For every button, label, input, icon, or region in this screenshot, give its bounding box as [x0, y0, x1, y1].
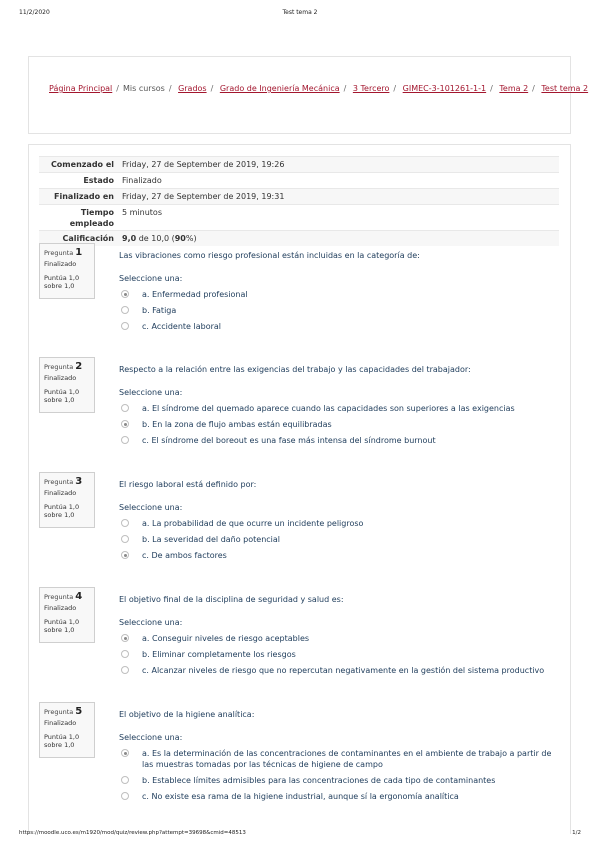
answer-option[interactable]: b. Establece límites admisibles para las concentraciones de cada tipo de contaminantes [121, 775, 561, 786]
summary-label: Calificación [62, 234, 114, 243]
question-number: Pregunta 3 [44, 476, 83, 487]
radio-button[interactable] [121, 792, 129, 800]
answer-list [121, 748, 561, 802]
question-state: Finalizado [44, 719, 77, 727]
summary-row [39, 188, 559, 204]
summary-label: Finalizado en [54, 192, 114, 201]
answer-option[interactable]: a. Enfermedad profesional [121, 289, 561, 300]
summary-label: Tiempo empleado [69, 208, 114, 228]
answer-option[interactable]: c. Accidente laboral [121, 321, 561, 332]
breadcrumb-year[interactable]: 3 Tercero [352, 84, 390, 93]
print-title: Test tema 2 [282, 9, 318, 16]
grade-percent: 90 [174, 234, 186, 243]
question-text: Las vibraciones como riesgo profesional están incluidas en la categoría de: [119, 251, 420, 260]
answer-option[interactable]: c. De ambos factores [121, 550, 561, 561]
question-state: Finalizado [44, 489, 77, 497]
breadcrumb [49, 84, 588, 93]
radio-button-checked[interactable] [121, 551, 129, 559]
question-state: Finalizado [44, 604, 77, 612]
select-one-prompt: Seleccione una: [119, 503, 183, 512]
answer-option[interactable]: b. Fatiga [121, 305, 561, 316]
print-url: https://moodle.uco.es/m1920/mod/quiz/review.php?attempt=39698&cmid=48513 [19, 830, 246, 836]
attempt-summary-table [39, 156, 559, 246]
grade-close: %) [185, 234, 197, 243]
question-text: El objetivo de la higiene analítica: [119, 710, 255, 719]
breadcrumb-degree[interactable]: Grado de Ingeniería Mecánica [219, 84, 340, 93]
radio-button-checked[interactable] [121, 290, 129, 298]
question-info [39, 587, 95, 643]
question-grade: Puntúa 1,0 sobre 1,0 [44, 388, 80, 404]
select-one-prompt: Seleccione una: [119, 274, 183, 283]
answer-list [121, 403, 561, 446]
radio-button[interactable] [121, 650, 129, 658]
question-text: Respecto a la relación entre las exigencias del trabajo y las capacidades del trabajador: [119, 365, 471, 374]
summary-row [39, 172, 559, 188]
answer-option[interactable]: a. Es la determinación de las concentraciones de contaminantes en el ambiente de trabajo a partir de las muestras tomadas por las técnicas de higiene de campo [121, 748, 561, 770]
radio-button-checked[interactable] [121, 420, 129, 428]
answer-option[interactable]: c. Alcanzar niveles de riesgo que no repercutan negativamente en la gestión del sistema productivo [121, 665, 561, 676]
breadcrumb-course[interactable]: GIMEC-3-101261-1-1 [402, 84, 487, 93]
question-number: Pregunta 4 [44, 591, 83, 602]
breadcrumb-panel [28, 56, 589, 134]
print-page-number: 1/2 [572, 830, 581, 836]
summary-value: Friday, 27 de September de 2019, 19:26 [122, 160, 285, 169]
question-number: Pregunta 2 [44, 361, 83, 372]
question-info [39, 702, 95, 758]
radio-button[interactable] [121, 776, 129, 784]
breadcrumb-separator: / [490, 84, 493, 93]
answer-option[interactable]: b. En la zona de flujo ambas están equilibradas [121, 419, 561, 430]
summary-value: 5 minutos [122, 208, 162, 217]
answer-list [121, 633, 561, 676]
breadcrumb-separator: / [532, 84, 535, 93]
summary-grade [118, 231, 559, 246]
summary-row [39, 230, 559, 246]
summary-label: Comenzado el [50, 160, 114, 169]
question-grade: Puntúa 1,0 sobre 1,0 [44, 618, 80, 634]
answer-list [121, 289, 561, 332]
question-info [39, 243, 95, 299]
radio-button[interactable] [121, 436, 129, 444]
summary-row [39, 204, 559, 230]
summary-label: Estado [83, 176, 114, 185]
summary-row [39, 156, 559, 172]
radio-button-checked[interactable] [121, 634, 129, 642]
select-one-prompt: Seleccione una: [119, 618, 183, 627]
answer-option[interactable]: b. La severidad del daño potencial [121, 534, 561, 545]
summary-value: Finalizado [122, 176, 162, 185]
print-header [0, 9, 600, 19]
radio-button[interactable] [121, 519, 129, 527]
breadcrumb-quiz[interactable]: Test tema 2 [541, 84, 589, 93]
answer-option[interactable]: c. No existe esa rama de la higiene industrial, aunque sí la ergonomía analítica [121, 791, 561, 802]
quiz-review-panel [28, 144, 571, 834]
summary-value: Friday, 27 de September de 2019, 19:31 [122, 192, 285, 201]
radio-button[interactable] [121, 535, 129, 543]
breadcrumb-grados[interactable]: Grados [178, 84, 207, 93]
grade-max: de 10,0 ( [136, 234, 175, 243]
answer-option[interactable]: a. La probabilidad de que ocurre un incidente peligroso [121, 518, 561, 529]
answer-option[interactable]: c. El síndrome del boreout es una fase más intensa del síndrome burnout [121, 435, 561, 446]
question-info [39, 357, 95, 413]
breadcrumb-separator: / [393, 84, 397, 93]
grade-score: 9,0 [122, 234, 137, 243]
radio-button[interactable] [121, 306, 129, 314]
question-number: Pregunta 5 [44, 706, 83, 717]
breadcrumb-separator: / [116, 84, 119, 93]
print-footer [0, 830, 600, 840]
question-number: Pregunta 1 [44, 247, 83, 258]
radio-button[interactable] [121, 404, 129, 412]
question-state: Finalizado [44, 260, 77, 268]
question-text: El objetivo final de la disciplina de seguridad y salud es: [119, 595, 344, 604]
answer-option[interactable]: a. Conseguir niveles de riesgo aceptables [121, 633, 561, 644]
print-date: 11/2/2020 [19, 9, 50, 16]
radio-button[interactable] [121, 322, 129, 330]
answer-option[interactable]: a. El síndrome del quemado aparece cuando las capacidades son superiores a las exigencias [121, 403, 561, 414]
breadcrumb-separator: / [343, 84, 347, 93]
breadcrumb-home[interactable]: Página Principal [49, 84, 113, 93]
radio-button-checked[interactable] [121, 749, 129, 757]
breadcrumb-topic[interactable]: Tema 2 [499, 84, 529, 93]
question-state: Finalizado [44, 374, 77, 382]
question-grade: Puntúa 1,0 sobre 1,0 [44, 274, 80, 290]
question-info [39, 472, 95, 528]
question-text: El riesgo laboral está definido por: [119, 480, 257, 489]
breadcrumb-separator: / [168, 84, 172, 93]
answer-list [121, 518, 561, 561]
answer-option[interactable]: b. Eliminar completamente los riesgos [121, 649, 561, 660]
select-one-prompt: Seleccione una: [119, 388, 183, 397]
breadcrumb-separator: / [210, 84, 214, 93]
question-grade: Puntúa 1,0 sobre 1,0 [44, 733, 80, 749]
radio-button[interactable] [121, 666, 129, 674]
select-one-prompt: Seleccione una: [119, 733, 183, 742]
breadcrumb-my-courses: Mis cursos [122, 84, 165, 93]
question-grade: Puntúa 1,0 sobre 1,0 [44, 503, 80, 519]
